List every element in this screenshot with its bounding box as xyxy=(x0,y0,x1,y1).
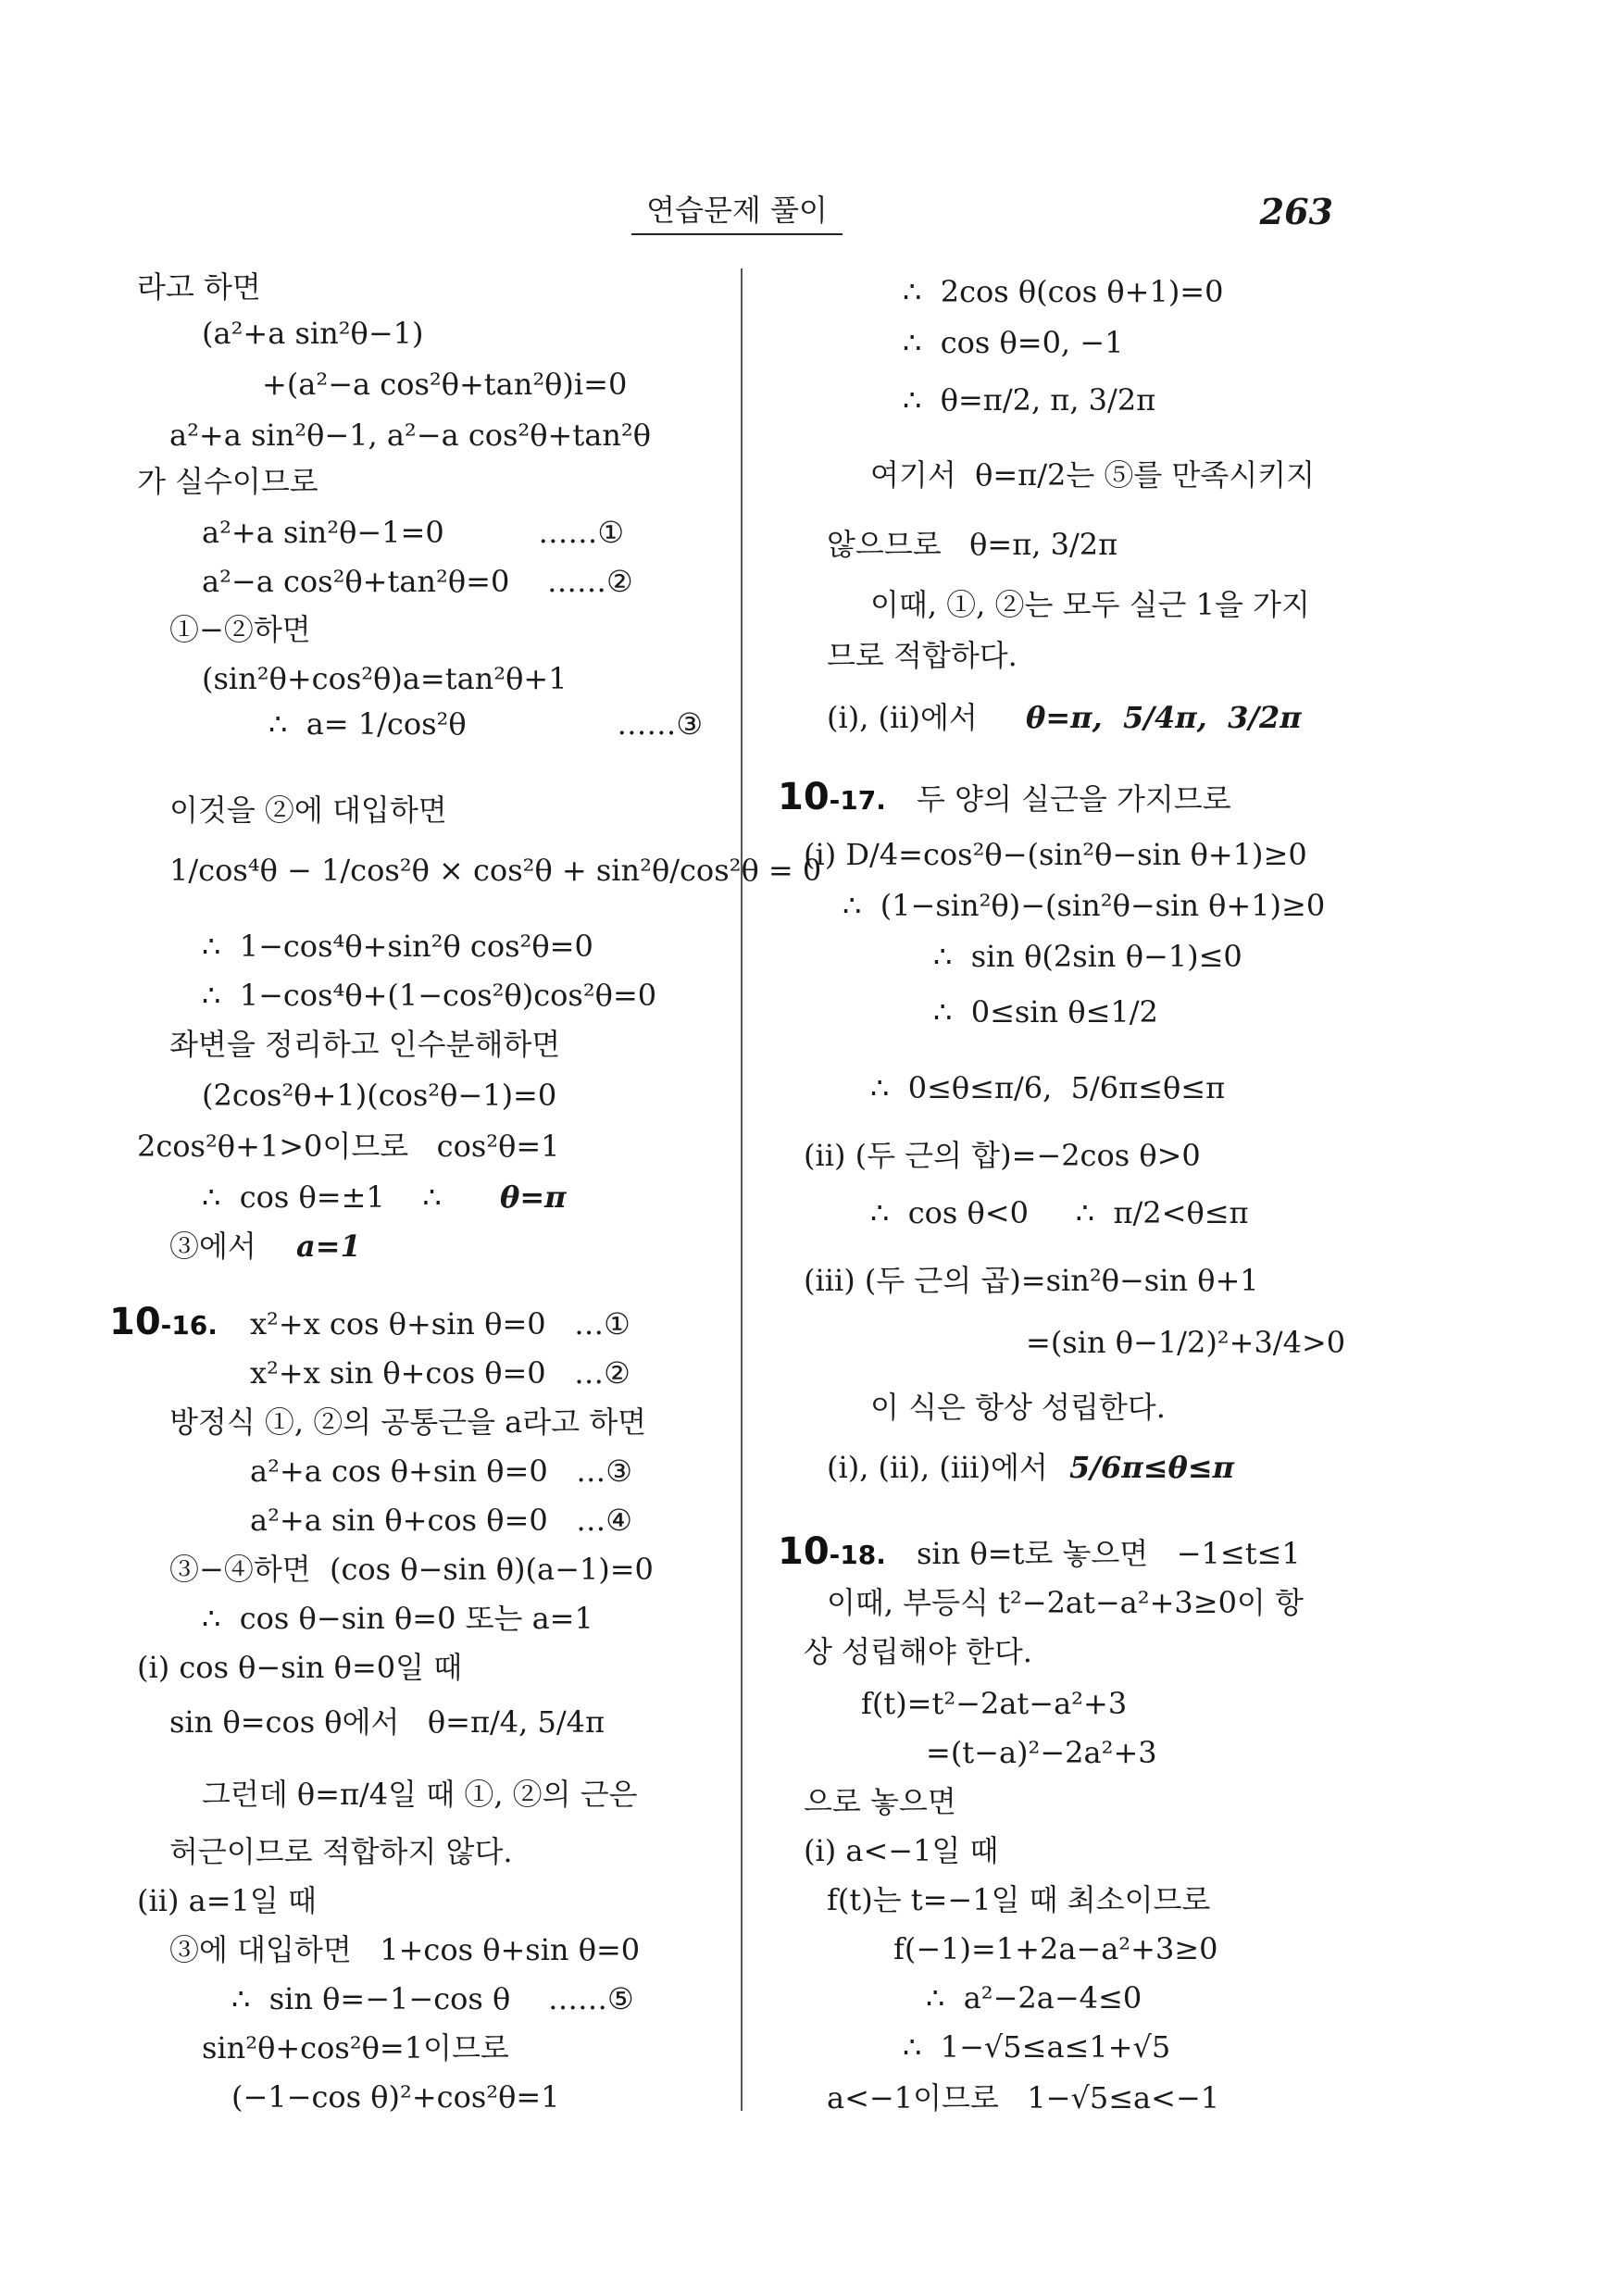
solution-line: a²+a sin θ+cos θ=0 …④ xyxy=(250,1503,632,1538)
problem-number-main: 10 xyxy=(109,1301,161,1343)
problem-number-sub: -18. xyxy=(829,1540,886,1570)
solution-line: ∴ a= 1/cos²θ ……③ xyxy=(268,706,704,742)
solution-line: ③−④하면 (cos θ−sin θ)(a−1)=0 xyxy=(169,1552,654,1587)
solution-line: 1/cos⁴θ − 1/cos²θ × cos²θ + sin²θ/cos²θ = 0 xyxy=(169,853,822,888)
solution-line: ∴ sin θ=−1−cos θ ……⑤ xyxy=(231,1981,634,2016)
solution-line: (iii) (두 근의 곱)=sin²θ−sin θ+1 xyxy=(804,1263,1259,1298)
solution-line: (a²+a sin²θ−1) xyxy=(202,316,424,351)
solution-line: 않으므로 θ=π, 3/2π xyxy=(827,527,1118,562)
solution-line: (ii) a=1일 때 xyxy=(137,1883,317,1918)
solution-line: sin θ=t로 놓으면 −1≤t≤1 xyxy=(917,1536,1301,1571)
problem-number-sub: -16. xyxy=(160,1310,218,1341)
solution-line: a²−a cos²θ+tan²θ=0 ……② xyxy=(202,564,633,599)
column-divider xyxy=(741,268,743,2111)
solution-line: sin θ=cos θ에서 θ=π/4, 5/4π xyxy=(169,1704,606,1740)
solution-line: 이것을 ②에 대입하면 xyxy=(169,792,447,828)
solution-line: 이때, 부등식 t²−2at−a²+3≥0이 항 xyxy=(827,1585,1304,1620)
problem-number-main: 10 xyxy=(778,1530,830,1573)
solution-line: f(t)=t²−2at−a²+3 xyxy=(861,1686,1128,1721)
solution-line: 2cos²θ+1>0이므로 cos²θ=1 xyxy=(137,1129,560,1164)
solution-line: f(t)는 t=−1일 때 최소이므로 xyxy=(827,1882,1211,1917)
solution-line: =(t−a)²−2a²+3 xyxy=(926,1735,1157,1770)
solution-line: ∴ cos θ<0 ∴ π/2<θ≤π xyxy=(870,1195,1249,1230)
solution-line: 여기서 θ=π/2는 ⑤를 만족시키지 xyxy=(870,457,1316,493)
solution-line: ③에 대입하면 1+cos θ+sin θ=0 xyxy=(169,1932,641,1967)
solution-line: =(sin θ−1/2)²+3/4>0 xyxy=(1026,1325,1346,1360)
solution-line: x²+x cos θ+sin θ=0 …① xyxy=(250,1306,630,1341)
solution-line: 이 식은 항상 성립한다. xyxy=(870,1390,1166,1425)
solution-line: (sin²θ+cos²θ)a=tan²θ+1 xyxy=(202,661,568,696)
solution-line: x²+x sin θ+cos θ=0 …② xyxy=(250,1355,630,1391)
solution-line: (2cos²θ+1)(cos²θ−1)=0 xyxy=(202,1078,557,1113)
problem-number-sub: -17. xyxy=(829,785,886,816)
solution-line: 가 실수이므로 xyxy=(137,464,318,499)
solution-line: 므로 적합하다. xyxy=(827,638,1017,673)
running-header: 연습문제 풀이 xyxy=(631,191,843,235)
solution-line: ∴ 0≤sin θ≤1/2 xyxy=(933,994,1158,1029)
solution-line: ∴ cos θ=±1 ∴ xyxy=(202,1179,461,1215)
solution-line: (−1−cos θ)²+cos²θ=1 xyxy=(231,2079,560,2115)
solution-line: (i) D/4=cos²θ−(sin²θ−sin θ+1)≥0 xyxy=(804,837,1307,872)
problem-number xyxy=(778,775,886,819)
solution-line: ∴ 1−cos⁴θ+sin²θ cos²θ=0 xyxy=(202,929,593,964)
solution-line: ∴ a²−2a−4≤0 xyxy=(926,1980,1142,2015)
solution-line: ∴ (1−sin²θ)−(sin²θ−sin θ+1)≥0 xyxy=(843,888,1326,923)
solution-line: f(−1)=1+2a−a²+3≥0 xyxy=(893,1931,1218,1966)
solution-line: a<−1이므로 1−√5≤a<−1 xyxy=(827,2080,1220,2115)
solution-line: (i), (ii), (iii)에서 xyxy=(827,1450,1077,1485)
solution-line: sin²θ+cos²θ=1이므로 xyxy=(202,2030,509,2065)
solution-line: (i) a<−1일 때 xyxy=(804,1833,999,1868)
problem-number-main: 10 xyxy=(778,776,830,818)
answer-text: 5/6π≤θ≤π xyxy=(1069,1450,1235,1485)
solution-line: 좌변을 정리하고 인수분해하면 xyxy=(169,1027,561,1062)
problem-number xyxy=(109,1300,218,1344)
solution-line: ∴ 1−√5≤a≤1+√5 xyxy=(903,2029,1171,2065)
solution-line: (ii) (두 근의 합)=−2cos θ>0 xyxy=(804,1138,1201,1173)
solution-line: 허근이므로 적합하지 않다. xyxy=(169,1834,513,1869)
solution-line: (i), (ii)에서 xyxy=(827,700,1006,735)
solution-line: a²+a sin²θ−1, a²−a cos²θ+tan²θ xyxy=(169,418,651,453)
solution-line: a²+a cos θ+sin θ=0 …③ xyxy=(250,1454,632,1489)
page-number: 263 xyxy=(1259,191,1333,232)
answer-text: a=1 xyxy=(296,1229,361,1264)
solution-line: 으로 놓으면 xyxy=(804,1784,956,1819)
solution-line: ①−②하면 xyxy=(169,612,311,647)
solution-line: 방정식 ①, ②의 공통근을 a라고 하면 xyxy=(169,1404,647,1440)
solution-line: ③에서 xyxy=(169,1229,285,1264)
solution-line: ∴ 1−cos⁴θ+(1−cos²θ)cos²θ=0 xyxy=(202,978,657,1013)
solution-line: 라고 하면 xyxy=(137,269,261,305)
solution-line: ∴ cos θ−sin θ=0 또는 a=1 xyxy=(202,1601,593,1636)
solution-line: ∴ sin θ(2sin θ−1)≤0 xyxy=(933,939,1242,974)
solution-line: 그런데 θ=π/4일 때 ①, ②의 근은 xyxy=(202,1777,638,1812)
solution-line: a²+a sin²θ−1=0 ……① xyxy=(202,515,625,550)
solution-line: ∴ θ=π/2, π, 3/2π xyxy=(903,382,1156,418)
solution-line: 상 성립해야 한다. xyxy=(804,1634,1032,1669)
solution-line: +(a²−a cos²θ+tan²θ)i=0 xyxy=(262,367,628,402)
answer-text: θ=π xyxy=(500,1179,567,1215)
solution-line: 이때, ①, ②는 모두 실근 1을 가지 xyxy=(870,587,1310,622)
problem-number xyxy=(778,1529,886,1574)
solution-line: ∴ cos θ=0, −1 xyxy=(903,325,1124,360)
answer-text: θ=π, 5/4π, 3/2π xyxy=(1026,700,1302,735)
solution-line: ∴ 0≤θ≤π/6, 5/6π≤θ≤π xyxy=(870,1070,1226,1105)
solution-line: ∴ 2cos θ(cos θ+1)=0 xyxy=(903,274,1224,309)
solution-line: (i) cos θ−sin θ=0일 때 xyxy=(137,1650,463,1685)
solution-line: 두 양의 실근을 가지므로 xyxy=(917,781,1231,817)
